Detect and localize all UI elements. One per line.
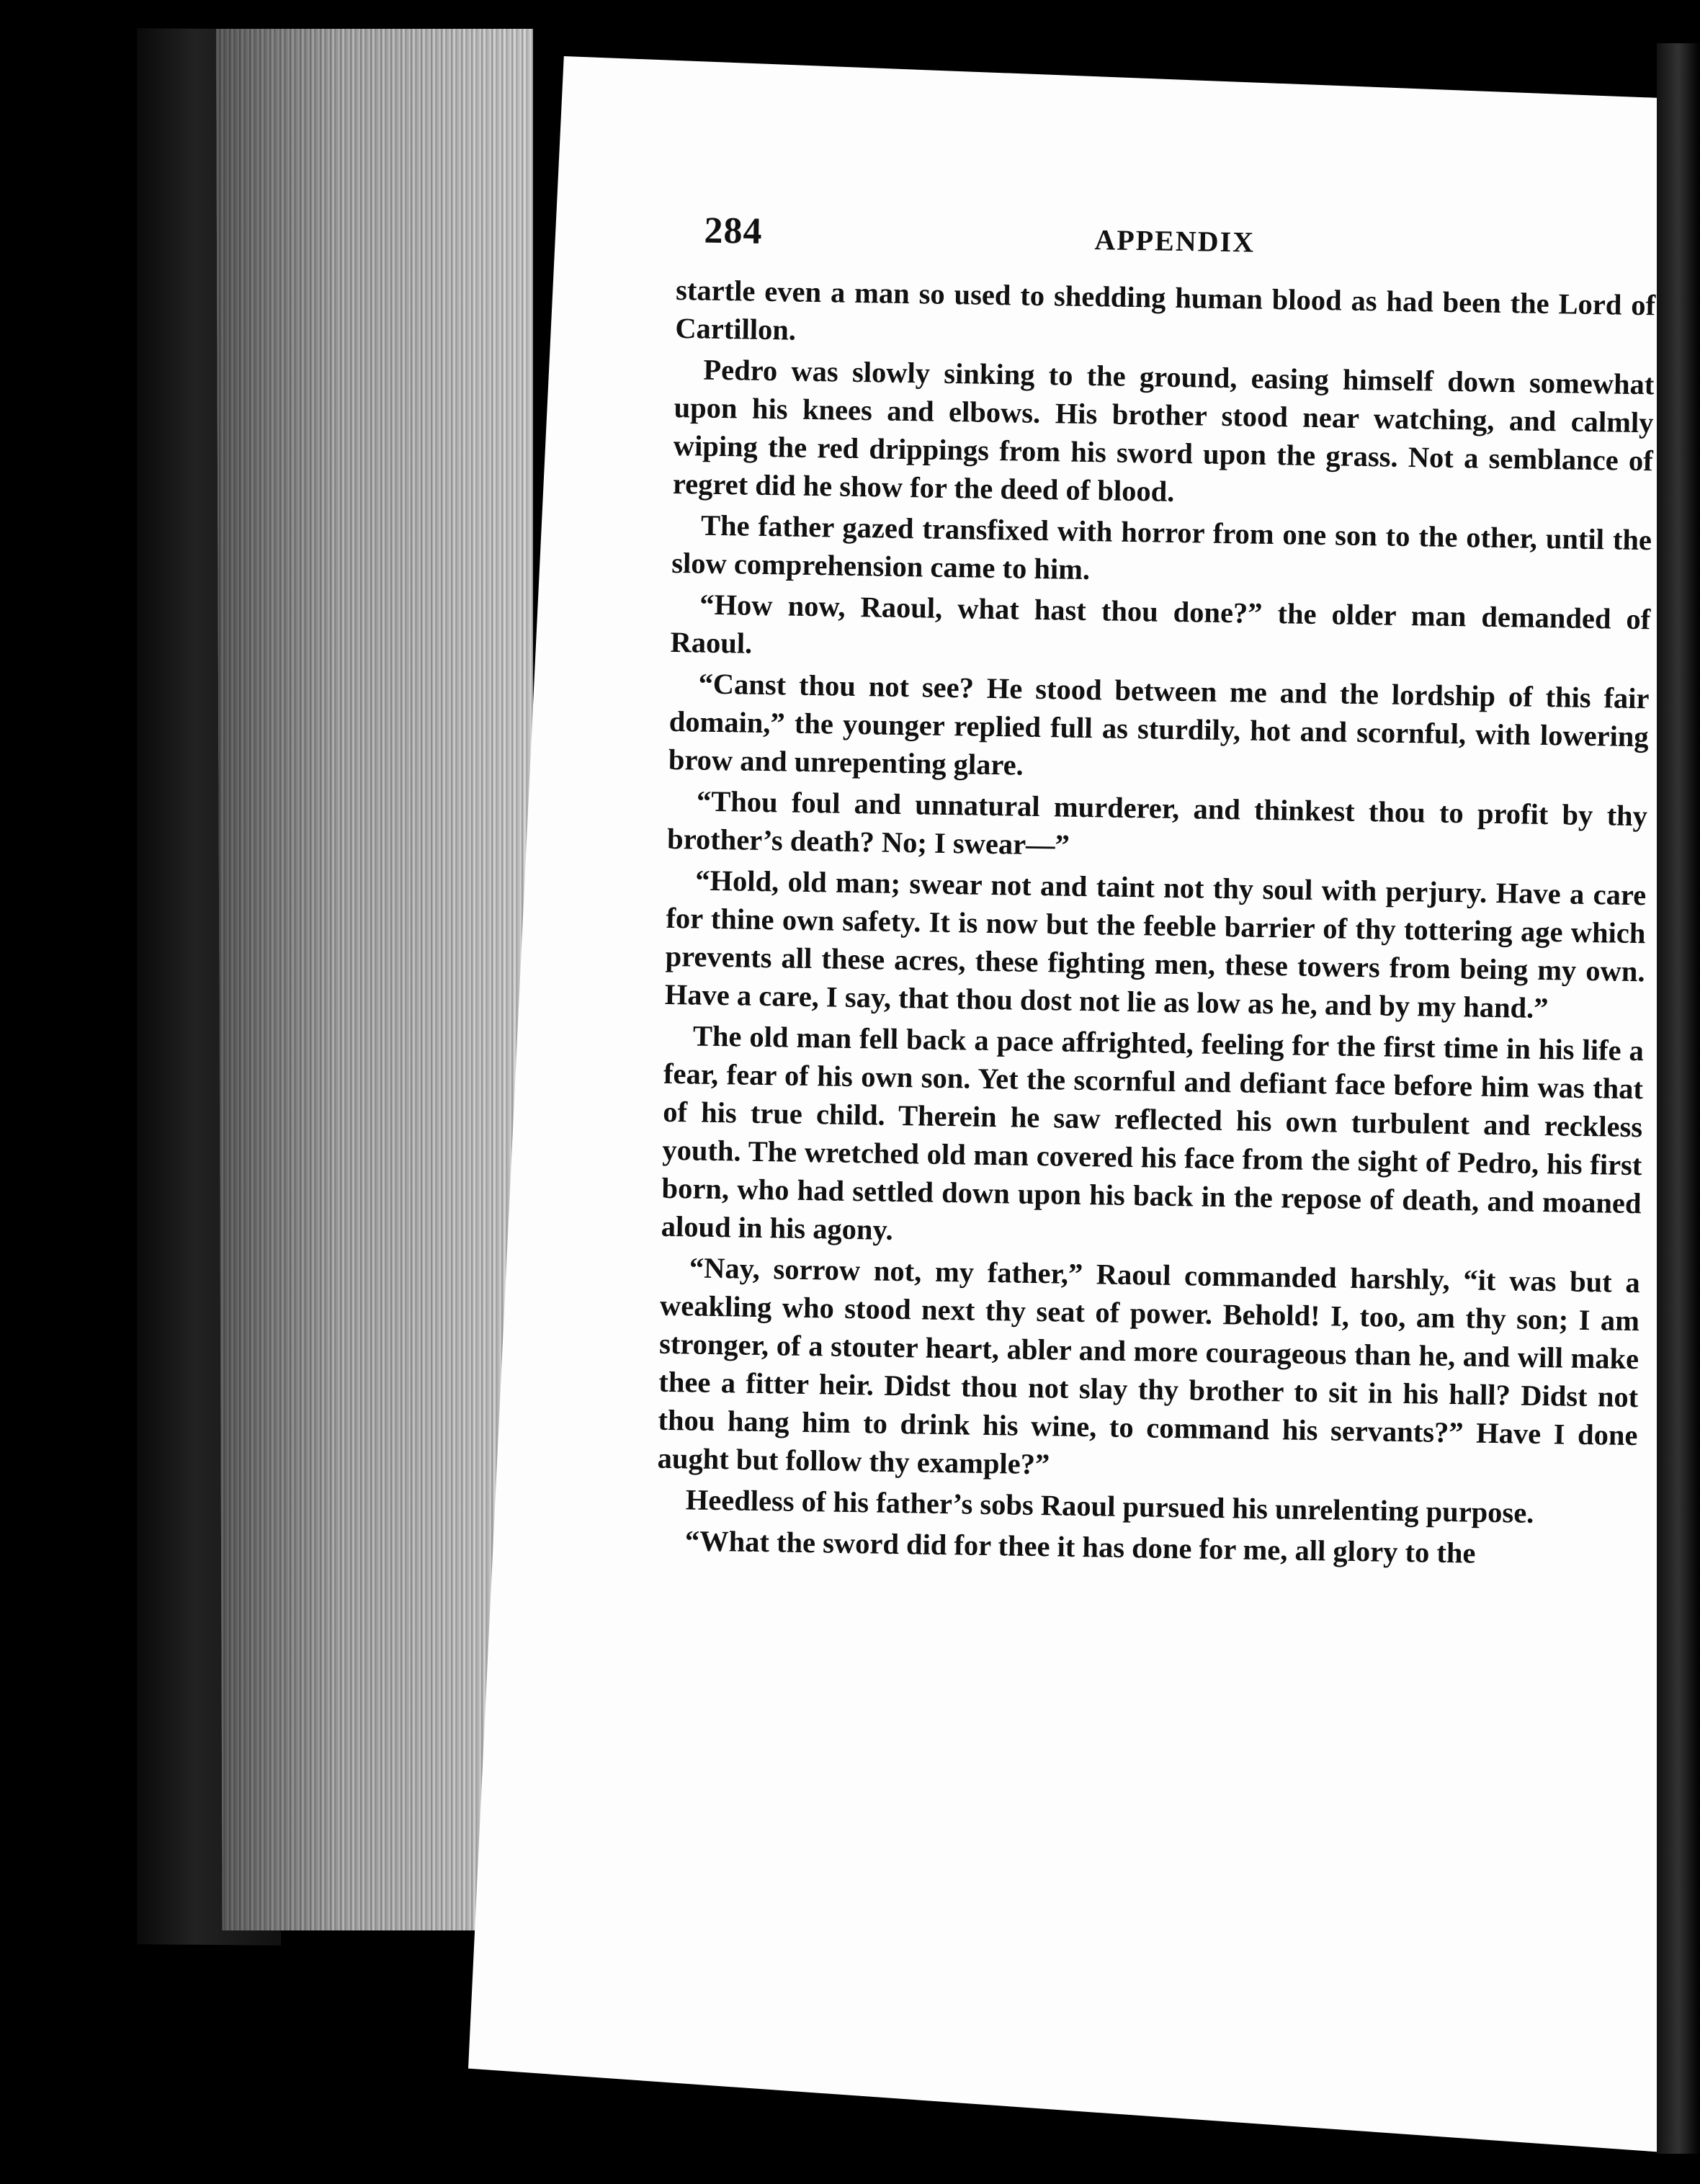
paragraph: “What the sword did for thee it has done for me, all glory to the bbox=[684, 1524, 1476, 1570]
paragraph: “Canst thou not see? He stood between me and the lordship of this fair domain,” the younger replied full as sturdily, hot and scornful, with lowering brow and unrepenting glare. bbox=[668, 667, 1650, 782]
paragraph: The father gazed transfixed with horror from one son to the other, until the slow comprehension came to him. bbox=[671, 509, 1652, 586]
right-page-edge bbox=[1657, 43, 1700, 2154]
page-edges-shadow bbox=[216, 29, 533, 1930]
paragraph: “Nay, sorrow not, my father,” Raoul commanded harshly, “it was but a weakling who stood next thy seat of power. Behold! I, too, am thy son; I am stronger, of a stouter heart, abler and more courageous than he, and will make thee a fitter heir. Didst thou not slay thy brother to sit in his hall? Didst not thou hang him to drink his wine, to command his servants?” Have I done aught but follow thy example?” bbox=[657, 1251, 1641, 1481]
page-text-block bbox=[656, 209, 1656, 1577]
paragraph: “Hold, old man; swear not and taint not thy soul with perjury. Have a care for thine own safety. It is now but the feeble barrier of thy tottering age which prevents all these acres, these fighting men, these towers from being my own. Have a care, I say, that thou dost not lie as low as he, and by my hand.” bbox=[664, 864, 1647, 1025]
paragraph: The old man fell back a pace affrighted, feeling for the first time in his life a fear, fear of his own son. Yet the scornful and defiant face before him was that of his true child. Therein he saw reflected his own turbulent and reckless youth. The wretched old man covered his face from the sight of Pedro, his first born, who had settled down upon his back in the repose of death, and moaned aloud in his agony. bbox=[661, 1019, 1645, 1246]
paragraph: “Thou foul and unnatural murderer, and thinkest thou to profit by thy brother’s death? No; I swear—” bbox=[666, 784, 1648, 861]
paragraph: “How now, Raoul, what hast thou done?” the older man demanded of Raoul. bbox=[670, 588, 1651, 660]
paragraph: startle even a man so used to shedding human blood as had been the Lord of Cartillon. bbox=[675, 273, 1656, 346]
page-number: 284 bbox=[704, 210, 763, 252]
running-title: APPENDIX bbox=[1094, 223, 1256, 259]
paragraph: Pedro was slowly sinking to the ground, easing himself down somewhat upon his knees and elbows. His brother stood near watching, and calmly wiping the red drippings from his sword upon the grass. Not a semblance of regret did he show for the deed of blood. bbox=[672, 353, 1655, 508]
paragraph: Heedless of his father’s sobs Raoul pursued his unrelenting purpose. bbox=[685, 1483, 1534, 1529]
